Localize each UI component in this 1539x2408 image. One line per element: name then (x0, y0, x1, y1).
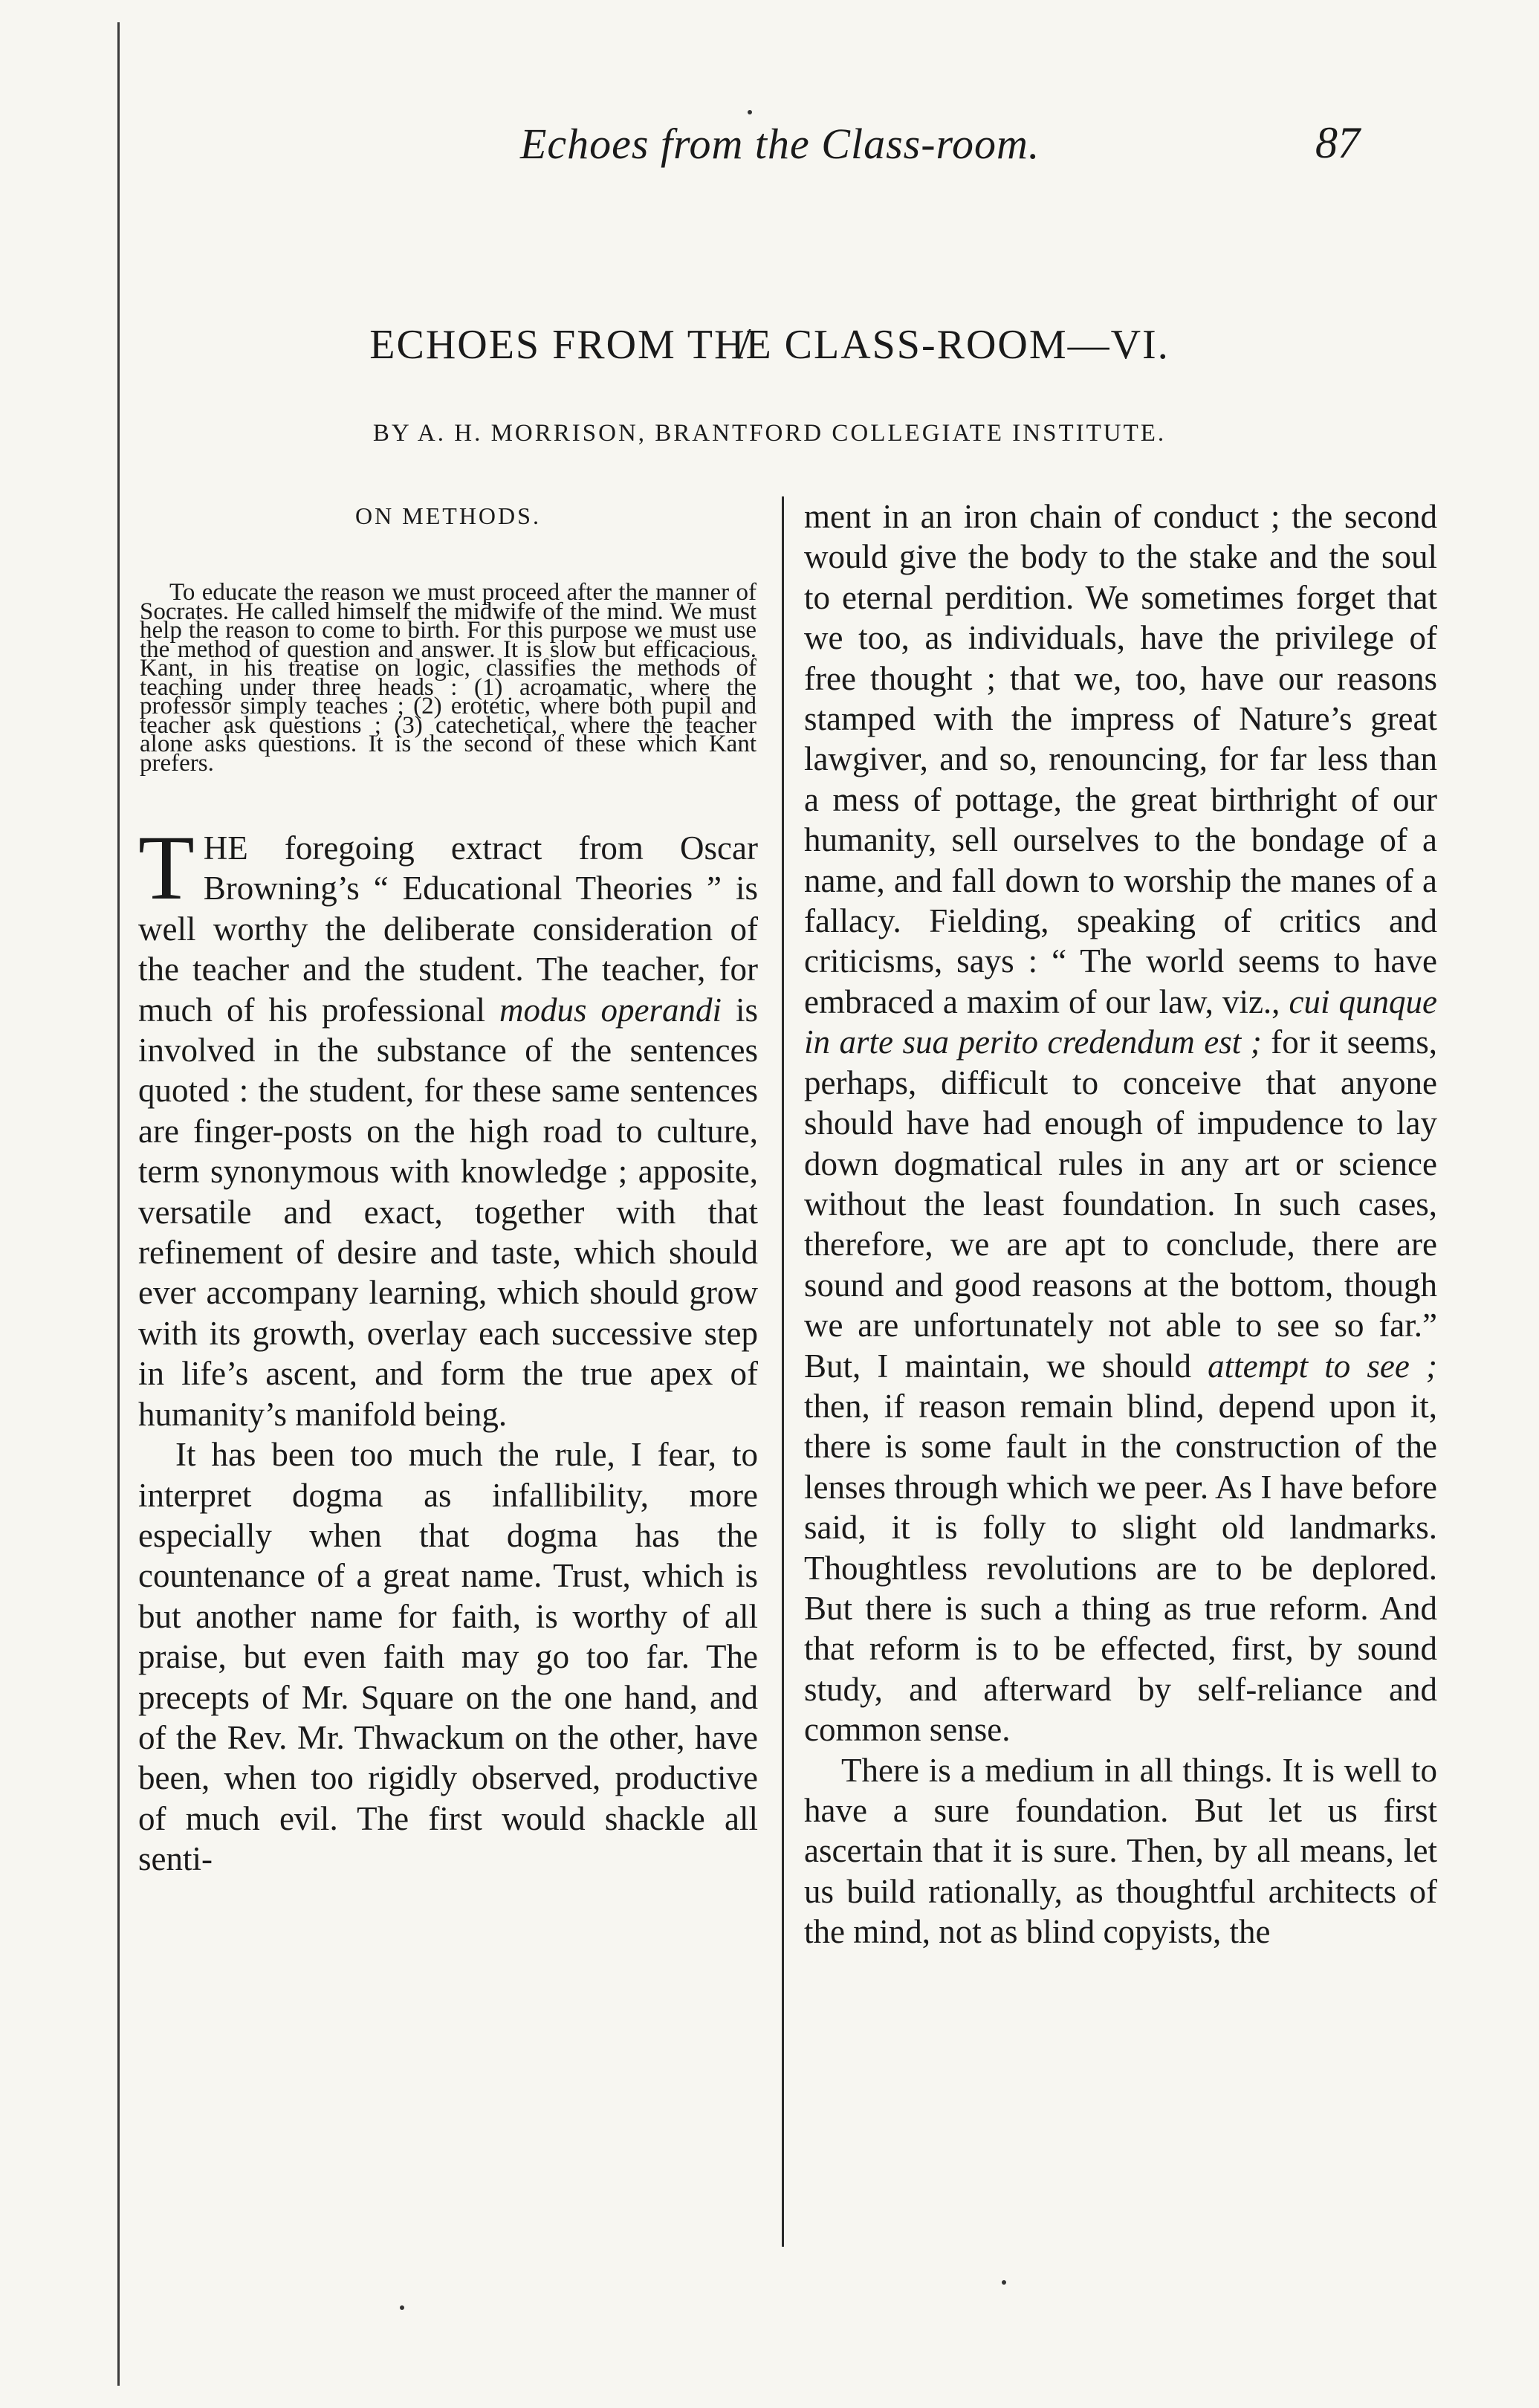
epigraph-quote: To educate the reason we must proceed after the manner of Socrates. He called himself the midwife of the mind. We must help the reason to come to birth. For this purpose we must use the method of question and answer. It is slow but efficacious. Kant, in his treatise on logic, classifies the methods of teaching under three heads : (1) acroamatic, where the professor simply teaches ; (2) erotetic, where both pupil and teacher ask questions ; (3) catechetical, where the teacher alone asks questions. It is the second of these which Kant prefers. (140, 579, 756, 777)
continued-paragraph-text-a: ment in an iron chain of conduct ; the second would give the body to the stake and the soul to eternal perdition. We sometimes forget that we too, as individuals, have the privilege of free thought ; that we, too, have our reasons stamped with the impress of Nature’s great lawgiver, and so, renouncing, for far less than a mess of pottage, the great birthright of our humanity, sell ourselves to the bondage of a name, and fall down to worship the manes of a fallacy. Fielding, speaking of critics and criticisms, says : “ The world seems to have embraced a maxim of our law, viz., (804, 498, 1437, 1020)
running-title: Echoes from the Class-room. (520, 120, 1040, 168)
page-gutter-line (117, 22, 120, 2386)
continued-paragraph-text-b: for it seems, perhaps, difficult to conceive that anyone should have had enough of impudence to lay down dogmatical rules in any art or science without the least foundation. In such cases, therefore, we are apt to conclude, there are sound and good reasons at the bottom, though we are unfortunately not able to see so far.” But, I maintain, we should (804, 1023, 1438, 1385)
section-heading: ON METHODS. (355, 502, 541, 529)
left-column (138, 498, 758, 1880)
opening-paragraph-italic: modus operandi (499, 991, 722, 1029)
latin-quotation: cui qunque in arte sua perito credendum est ; (804, 983, 1437, 1061)
page-number: 87 (1315, 118, 1360, 167)
print-speck (400, 2305, 404, 2310)
drop-cap: T (138, 817, 195, 919)
continued-paragraph (804, 496, 1437, 1750)
column-divider (782, 496, 784, 2247)
right-column (804, 496, 1437, 1952)
article-byline: BY A. H. MORRISON, BRANTFORD COLLEGIATE INSTITUTE. (372, 420, 1167, 447)
opening-paragraph (138, 817, 759, 1434)
second-paragraph: It has been too much the rule, I fear, to interpret dogma as infallibility, more especially when that dogma has the countenance of a great name. Trust, which is but another name for faith, is worthy of all praise, but even faith may go too far. The precepts of Mr. Square on the one hand, and of the Rev. Mr. Thwackum on the other, have been, when too rigidly observed, productive of much evil. The first would shackle all senti- (138, 1436, 758, 1878)
article-title: ECHOES FROM TH̸E CLASS-ROOM—VI. (369, 322, 1170, 368)
emphasis-attempt-to-see: attempt to see ; (1208, 1347, 1437, 1385)
print-speck (748, 110, 752, 114)
continued-paragraph-text-c: then, if reason remain blind, depend upon it, there is some fault in the construction of the lenses through which we peer. As I have before said, it is folly to slight old landmarks. Thoughtless revolutions are to be deplored. But there is such a thing as true reform. And that reform is to be effected, first, by sound study, and afterward by self-reliance and common sense. (804, 1387, 1437, 1749)
final-paragraph: There is a medium in all things. It is well to have a sure foundation. But let us first ascertain that it is sure. Then, by all means, let us build rationally, as thoughtful architects of the mind, not as blind copyists, the (804, 1751, 1437, 1951)
opening-paragraph-text-a: HE foregoing extract from Oscar Browning’s “ Educational Theories ” is well worthy the deliberate consideration of the teacher and the student. The teacher, for much of his professional (138, 829, 758, 1029)
print-speck (1002, 2280, 1006, 2285)
opening-paragraph-text-b: is involved in the substance of the sentences quoted : the student, for these same sentences are finger-posts on the high road to culture, term synonymous with knowledge ; apposite, versatile and exact, together with that refinement of desire and taste, which should ever accompany learning, which should grow with its growth, overlay each successive step in life’s ascent, and form the true apex of humanity’s manifold being. (138, 991, 759, 1433)
